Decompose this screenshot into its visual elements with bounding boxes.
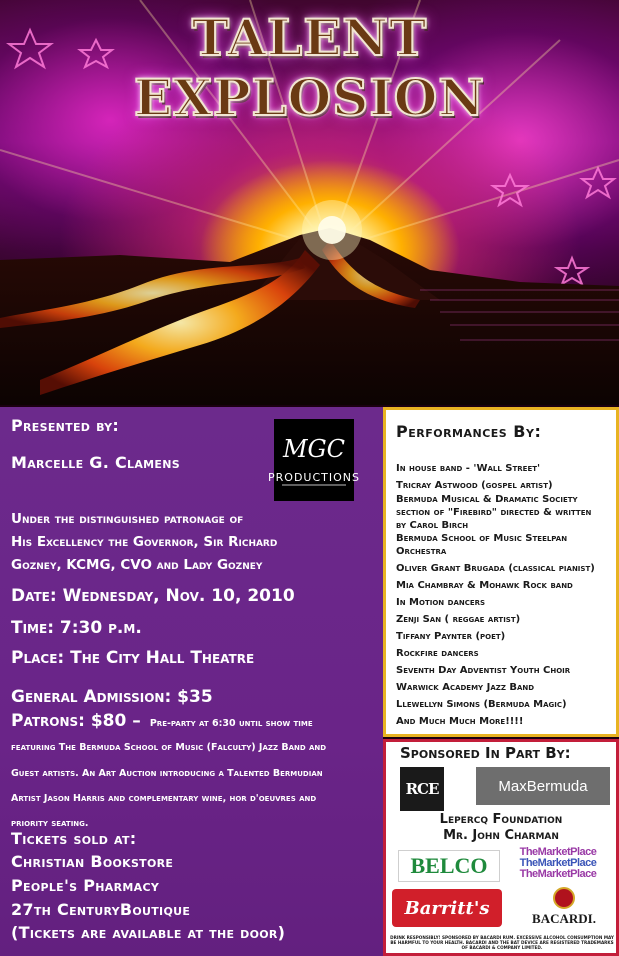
patronage-line-3: Gozney, KCMG, CVO and Lady Gozney	[11, 557, 263, 573]
performer-line: Tiffany Paynter (poet)	[396, 631, 506, 642]
patrons-price: Patrons: $80 –	[11, 711, 141, 731]
event-time: Time: 7:30 p.m.	[11, 618, 142, 638]
logo-mark-text: mgc	[282, 426, 346, 466]
belco-logo	[398, 850, 500, 882]
bacardi-bat-icon	[553, 887, 575, 909]
rce-logo-text: RCE	[405, 780, 439, 798]
marketplace-logo-text: TheMarketPlace	[519, 845, 597, 858]
performer-line: Tricray Astwood (gospel artist)	[396, 480, 553, 491]
performer-line: Llewellyn Simons (Bermuda Magic)	[396, 699, 567, 710]
admission-detail-3: Artist Jason Harris and complementary wine, hor d'oeuvres and	[11, 793, 317, 804]
event-details-panel	[0, 407, 383, 956]
bacardi-logo-text: BACARDI.	[532, 911, 596, 926]
maxbermuda-logo	[476, 767, 610, 805]
hero-image	[0, 0, 619, 405]
performer-line: section of "Firebird" directed & written	[396, 507, 592, 518]
patrons-note: Pre-party at 6:30 until show time	[149, 718, 313, 729]
performer-line: by Carol Birch	[396, 520, 469, 531]
ticket-location-3: 27th CenturyBoutique	[11, 900, 191, 919]
maxbermuda-logo-text: MaxBermuda	[498, 777, 588, 795]
belco-logo-text: BELCO	[410, 853, 488, 878]
title-explosion: EXPLOSION	[134, 68, 485, 127]
bacardi-logo	[516, 882, 612, 932]
patronage-line-1: Under the distinguished patronage of	[11, 511, 244, 527]
admission-detail-4: priority seating.	[11, 818, 89, 829]
general-admission: General Admission: $35	[11, 687, 213, 707]
logo-productions-text: PRODUCTIONS	[268, 471, 360, 484]
performer-line: Zenji San ( reggae artist)	[396, 614, 521, 625]
performances-heading: Performances By:	[396, 422, 542, 441]
tickets-door-note: (Tickets are available at the door)	[11, 923, 286, 942]
performer-line: Oliver Grant Brugada (classical pianist)	[396, 563, 595, 574]
performer-line: Seventh Day Adventist Youth Choir	[396, 665, 571, 676]
performer-line: Warwick Academy Jazz Band	[396, 682, 535, 693]
event-date: Date: Wednesday, Nov. 10, 2010	[11, 586, 295, 606]
barritts-logo-text: Barritt's	[404, 897, 490, 919]
performer-line: And Much Much More!!!!	[396, 716, 524, 727]
marketplace-logo-text: TheMarketPlace	[519, 867, 597, 880]
rce-logo	[400, 767, 444, 811]
performer-line: Orchestra	[396, 546, 447, 557]
drink-responsibly-disclaimer: DRINK RESPONSIBLY! SPONSORED BY BACARDI RUM. EXCESSIVE ALCOHOL CONSUMPTION MAY BE HARMFUL TO YOUR HEALTH. BACARDI AND THE BAT DEVICE ARE REGISTERED TRADEMARKS OF BACARDI & COMPANY LIMITED.	[390, 935, 614, 950]
presenter-name: Marcelle G. Clamens	[11, 453, 180, 472]
marketplace-logo-text: TheMarketPlace	[519, 856, 597, 869]
admission-detail-1: featuring The Bermuda School of Music (Falculty) Jazz Band and	[11, 742, 327, 753]
performer-line: Bermuda School of Music Steelpan	[396, 533, 568, 544]
performer-line: Bermuda Musical & Dramatic Society	[396, 494, 578, 505]
sponsors-heading: Sponsored In Part By:	[400, 744, 571, 762]
sponsor-lepercq: Lepercq Foundation	[439, 812, 563, 827]
title-talent: TALENT	[191, 8, 428, 67]
performer-line: Mia Chambray & Mohawk Rock band	[396, 580, 573, 591]
ticket-location-1: Christian Bookstore	[11, 852, 174, 871]
performer-line: Rockfire dancers	[396, 648, 479, 659]
performer-line: In Motion dancers	[396, 597, 486, 608]
performances-panel	[383, 407, 619, 737]
sponsor-charman: Mr. John Charman	[443, 828, 559, 843]
performer-line: In house band - 'Wall Street'	[396, 463, 541, 474]
tickets-heading: Tickets sold at:	[11, 829, 137, 848]
admission-detail-2: Guest artists. An Art Auction introducing a Talented Bermudian	[11, 768, 323, 779]
marketplace-logo	[510, 844, 606, 882]
presented-by-heading: Presented by:	[11, 416, 120, 435]
event-place: Place: The City Hall Theatre	[11, 648, 255, 668]
patrons-admission-row	[11, 711, 313, 731]
patronage-line-2: His Excellency the Governor, Sir Richard	[11, 534, 278, 550]
barritts-logo	[392, 889, 502, 927]
ticket-location-2: People's Pharmacy	[11, 876, 160, 895]
mgc-productions-logo	[268, 419, 360, 501]
sponsors-panel	[383, 739, 619, 956]
